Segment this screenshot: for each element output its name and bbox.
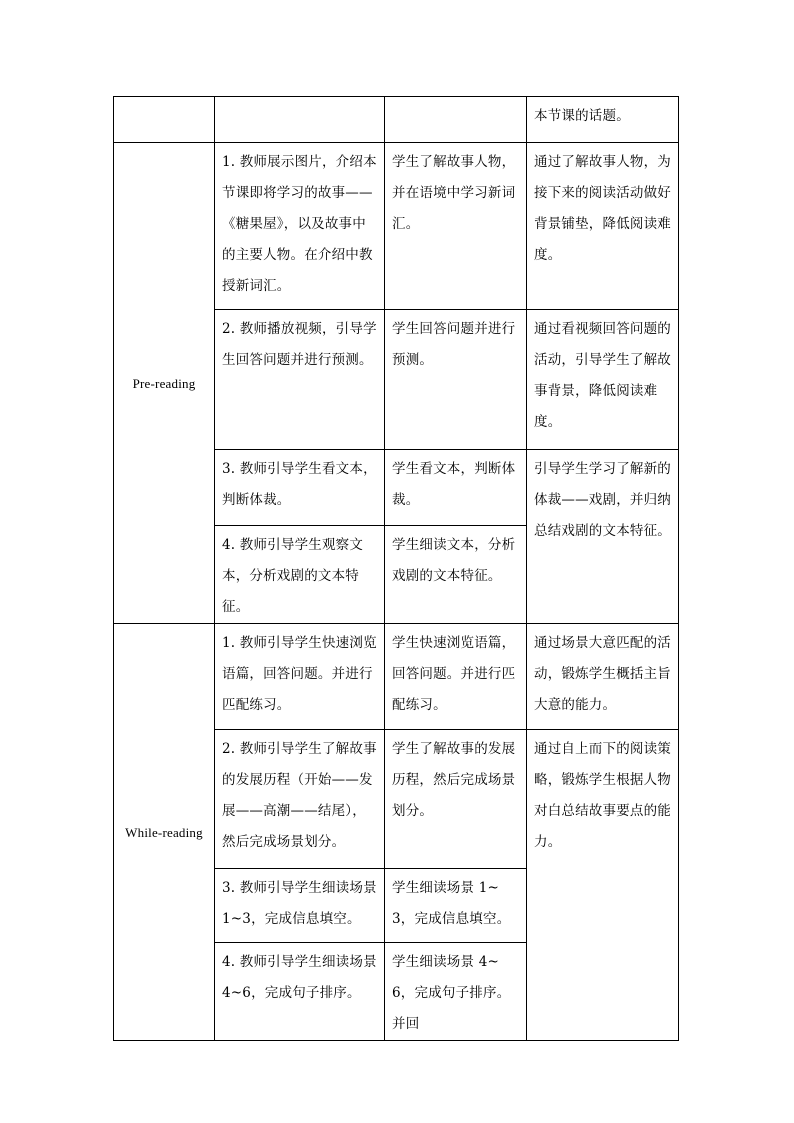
teacher-activity-cell: 2. 教师播放视频，引导学生回答问题并进行预测。 [215,310,385,450]
teacher-activity-cell: 3. 教师引导学生细读场景 1~3，完成信息填空。 [215,869,385,943]
teacher-activity-cell: 1. 教师引导学生快速浏览语篇，回答问题。并进行匹配练习。 [215,624,385,730]
stage-cell [114,97,215,143]
student-activity-cell: 学生细读场景 1~3，完成信息填空。 [385,869,527,943]
table-row [114,143,679,310]
teacher-activity-cell: 2. 教师引导学生了解故事的发展历程（开始——发展——高潮——结尾），然后完成场景划分。 [215,730,385,869]
student-activity-cell: 学生细读场景 4~6，完成句子排序。并回 [385,943,527,1041]
student-activity-cell: 学生回答问题并进行预测。 [385,310,527,450]
lesson-plan-table [113,96,679,1041]
student-activity-cell: 学生了解故事人物，并在语境中学习新词汇。 [385,143,527,310]
purpose-cell: 引导学生学习了解新的体裁——戏剧，并归纳总结戏剧的文本特征。 [527,450,679,624]
teacher-activity-cell: 4. 教师引导学生观察文本，分析戏剧的文本特征。 [215,526,385,624]
purpose-cell: 通过自上而下的阅读策略，锻炼学生根据人物对白总结故事要点的能力。 [527,730,679,1041]
purpose-cell: 通过看视频回答问题的活动，引导学生了解故事背景，降低阅读难度。 [527,310,679,450]
teacher-activity-cell: 3. 教师引导学生看文本，判断体裁。 [215,450,385,526]
teacher-activity-cell [215,97,385,143]
student-activity-cell: 学生了解故事的发展历程，然后完成场景划分。 [385,730,527,869]
table-row [114,97,679,143]
teacher-activity-cell: 4. 教师引导学生细读场景 4~6，完成句子排序。 [215,943,385,1041]
teacher-activity-cell: 1. 教师展示图片，介绍本节课即将学习的故事——《糖果屋》，以及故事中的主要人物。在介绍中教授新词汇。 [215,143,385,310]
table-row [114,624,679,730]
student-activity-cell: 学生看文本，判断体裁。 [385,450,527,526]
stage-cell-while-reading: While-reading [114,624,215,1041]
purpose-cell: 通过场景大意匹配的活动，锻炼学生概括主旨大意的能力。 [527,624,679,730]
stage-cell-pre-reading: Pre-reading [114,143,215,624]
purpose-cell: 本节课的话题。 [527,97,679,143]
student-activity-cell [385,97,527,143]
student-activity-cell: 学生细读文本，分析戏剧的文本特征。 [385,526,527,624]
student-activity-cell: 学生快速浏览语篇，回答问题。并进行匹配练习。 [385,624,527,730]
purpose-cell: 通过了解故事人物，为接下来的阅读活动做好背景铺垫，降低阅读难度。 [527,143,679,310]
